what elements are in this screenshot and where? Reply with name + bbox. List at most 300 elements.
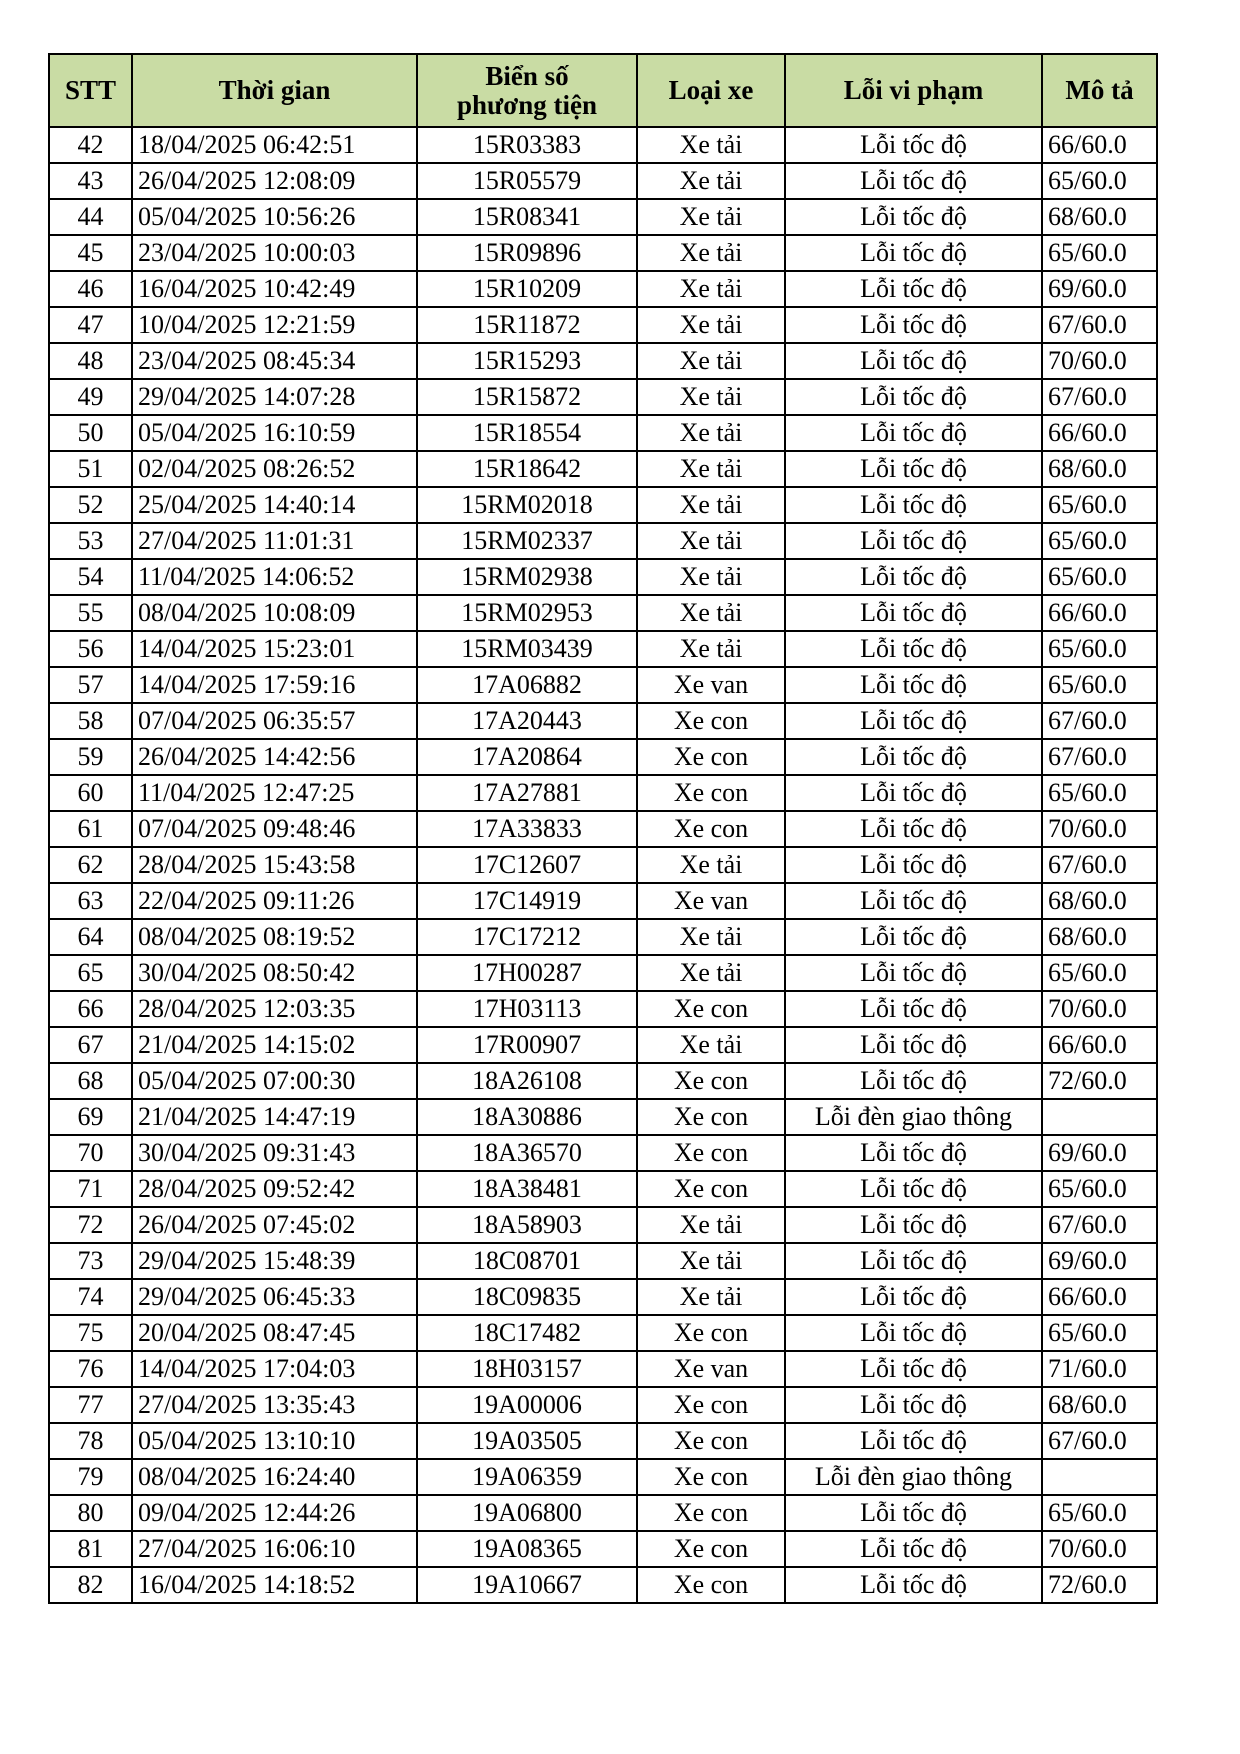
cell-description: 72/60.0: [1042, 1567, 1157, 1603]
cell-stt: 46: [49, 271, 132, 307]
cell-vehicle-type: Xe tải: [637, 235, 785, 271]
cell-plate: 18A38481: [417, 1171, 637, 1207]
table-row: [49, 1207, 1157, 1243]
cell-plate: 15RM02018: [417, 487, 637, 523]
table-row: [49, 487, 1157, 523]
cell-description: 68/60.0: [1042, 199, 1157, 235]
cell-time: 28/04/2025 15:43:58: [132, 847, 417, 883]
header-plate-line2: phương tiện: [457, 89, 597, 120]
cell-description: 65/60.0: [1042, 631, 1157, 667]
cell-plate: 15RM03439: [417, 631, 637, 667]
cell-vehicle-type: Xe tải: [637, 307, 785, 343]
cell-stt: 51: [49, 451, 132, 487]
cell-time: 23/04/2025 10:00:03: [132, 235, 417, 271]
cell-violation: Lỗi tốc độ: [785, 235, 1042, 271]
cell-time: 05/04/2025 16:10:59: [132, 415, 417, 451]
cell-description: 67/60.0: [1042, 847, 1157, 883]
cell-description: 66/60.0: [1042, 595, 1157, 631]
cell-vehicle-type: Xe tải: [637, 127, 785, 163]
cell-stt: 66: [49, 991, 132, 1027]
cell-plate: 17C12607: [417, 847, 637, 883]
cell-plate: 17A20443: [417, 703, 637, 739]
cell-violation: Lỗi tốc độ: [785, 343, 1042, 379]
cell-description: 68/60.0: [1042, 451, 1157, 487]
cell-description: 65/60.0: [1042, 559, 1157, 595]
cell-time: 14/04/2025 15:23:01: [132, 631, 417, 667]
cell-vehicle-type: Xe con: [637, 1171, 785, 1207]
cell-description: 65/60.0: [1042, 487, 1157, 523]
cell-plate: 18A58903: [417, 1207, 637, 1243]
cell-stt: 60: [49, 775, 132, 811]
table-row: [49, 919, 1157, 955]
cell-vehicle-type: Xe tải: [637, 163, 785, 199]
cell-vehicle-type: Xe tải: [637, 415, 785, 451]
cell-description: 68/60.0: [1042, 1387, 1157, 1423]
cell-stt: 50: [49, 415, 132, 451]
cell-stt: 44: [49, 199, 132, 235]
cell-violation: Lỗi tốc độ: [785, 739, 1042, 775]
table-row: [49, 199, 1157, 235]
cell-stt: 45: [49, 235, 132, 271]
cell-vehicle-type: Xe van: [637, 1351, 785, 1387]
cell-plate: 15R08341: [417, 199, 637, 235]
cell-violation: Lỗi tốc độ: [785, 1243, 1042, 1279]
cell-time: 09/04/2025 12:44:26: [132, 1495, 417, 1531]
table-row: [49, 811, 1157, 847]
cell-plate: 15R10209: [417, 271, 637, 307]
cell-time: 28/04/2025 09:52:42: [132, 1171, 417, 1207]
table-row: [49, 1387, 1157, 1423]
cell-time: 27/04/2025 16:06:10: [132, 1531, 417, 1567]
cell-stt: 43: [49, 163, 132, 199]
cell-time: 11/04/2025 14:06:52: [132, 559, 417, 595]
cell-time: 21/04/2025 14:15:02: [132, 1027, 417, 1063]
cell-description: 65/60.0: [1042, 667, 1157, 703]
cell-time: 05/04/2025 13:10:10: [132, 1423, 417, 1459]
cell-vehicle-type: Xe con: [637, 1135, 785, 1171]
cell-time: 08/04/2025 10:08:09: [132, 595, 417, 631]
table-row: [49, 1027, 1157, 1063]
header-plate-line1: Biển số: [485, 60, 569, 91]
table-row: [49, 703, 1157, 739]
cell-description: 70/60.0: [1042, 811, 1157, 847]
cell-stt: 54: [49, 559, 132, 595]
cell-vehicle-type: Xe tải: [637, 955, 785, 991]
cell-violation: Lỗi tốc độ: [785, 1135, 1042, 1171]
cell-time: 26/04/2025 07:45:02: [132, 1207, 417, 1243]
table-row: [49, 163, 1157, 199]
cell-vehicle-type: Xe tải: [637, 451, 785, 487]
cell-plate: 17A20864: [417, 739, 637, 775]
cell-violation: Lỗi tốc độ: [785, 1531, 1042, 1567]
cell-description: 70/60.0: [1042, 343, 1157, 379]
cell-vehicle-type: Xe tải: [637, 487, 785, 523]
cell-stt: 72: [49, 1207, 132, 1243]
header-description: Mô tả: [1042, 54, 1157, 127]
cell-description: 66/60.0: [1042, 1279, 1157, 1315]
cell-violation: Lỗi tốc độ: [785, 523, 1042, 559]
cell-violation: Lỗi tốc độ: [785, 1351, 1042, 1387]
cell-violation: Lỗi tốc độ: [785, 199, 1042, 235]
table-row: [49, 1531, 1157, 1567]
cell-vehicle-type: Xe con: [637, 1387, 785, 1423]
cell-plate: 15R09896: [417, 235, 637, 271]
cell-vehicle-type: Xe con: [637, 1423, 785, 1459]
cell-violation: Lỗi tốc độ: [785, 955, 1042, 991]
cell-time: 05/04/2025 07:00:30: [132, 1063, 417, 1099]
cell-plate: 17H00287: [417, 955, 637, 991]
table-row: [49, 559, 1157, 595]
cell-vehicle-type: Xe con: [637, 1495, 785, 1531]
table-row: [49, 451, 1157, 487]
cell-stt: 73: [49, 1243, 132, 1279]
cell-vehicle-type: Xe con: [637, 775, 785, 811]
table-row: [49, 127, 1157, 163]
cell-time: 14/04/2025 17:59:16: [132, 667, 417, 703]
cell-stt: 55: [49, 595, 132, 631]
cell-vehicle-type: Xe tải: [637, 631, 785, 667]
cell-vehicle-type: Xe tải: [637, 595, 785, 631]
violations-table: [48, 53, 1158, 1604]
cell-time: 26/04/2025 14:42:56: [132, 739, 417, 775]
cell-stt: 64: [49, 919, 132, 955]
cell-violation: Lỗi tốc độ: [785, 271, 1042, 307]
cell-stt: 57: [49, 667, 132, 703]
cell-time: 08/04/2025 16:24:40: [132, 1459, 417, 1495]
cell-time: 08/04/2025 08:19:52: [132, 919, 417, 955]
cell-vehicle-type: Xe tải: [637, 1243, 785, 1279]
cell-plate: 19A06359: [417, 1459, 637, 1495]
cell-vehicle-type: Xe con: [637, 1459, 785, 1495]
table-row: [49, 523, 1157, 559]
cell-description: 67/60.0: [1042, 307, 1157, 343]
cell-time: 02/04/2025 08:26:52: [132, 451, 417, 487]
cell-plate: 19A08365: [417, 1531, 637, 1567]
cell-vehicle-type: Xe van: [637, 667, 785, 703]
cell-time: 29/04/2025 14:07:28: [132, 379, 417, 415]
table-row: [49, 991, 1157, 1027]
cell-stt: 52: [49, 487, 132, 523]
cell-plate: 18C09835: [417, 1279, 637, 1315]
cell-description: 70/60.0: [1042, 1531, 1157, 1567]
cell-violation: Lỗi đèn giao thông: [785, 1459, 1042, 1495]
cell-description: 71/60.0: [1042, 1351, 1157, 1387]
cell-plate: 18A36570: [417, 1135, 637, 1171]
cell-plate: 19A00006: [417, 1387, 637, 1423]
cell-description: 65/60.0: [1042, 1315, 1157, 1351]
cell-description: 65/60.0: [1042, 523, 1157, 559]
cell-time: 20/04/2025 08:47:45: [132, 1315, 417, 1351]
cell-description: 68/60.0: [1042, 919, 1157, 955]
cell-vehicle-type: Xe con: [637, 739, 785, 775]
cell-plate: 18H03157: [417, 1351, 637, 1387]
cell-plate: 15RM02953: [417, 595, 637, 631]
cell-description: [1042, 1459, 1157, 1495]
cell-time: 28/04/2025 12:03:35: [132, 991, 417, 1027]
cell-vehicle-type: Xe tải: [637, 1027, 785, 1063]
table-row: [49, 667, 1157, 703]
cell-stt: 69: [49, 1099, 132, 1135]
cell-violation: Lỗi tốc độ: [785, 811, 1042, 847]
header-time: Thời gian: [132, 54, 417, 127]
table-row: [49, 379, 1157, 415]
cell-plate: 18C08701: [417, 1243, 637, 1279]
cell-violation: Lỗi tốc độ: [785, 307, 1042, 343]
cell-vehicle-type: Xe con: [637, 1315, 785, 1351]
table-row: [49, 307, 1157, 343]
table-row: [49, 739, 1157, 775]
table-row: [49, 1459, 1157, 1495]
table-row: [49, 1423, 1157, 1459]
cell-violation: Lỗi tốc độ: [785, 451, 1042, 487]
cell-vehicle-type: Xe con: [637, 1531, 785, 1567]
cell-time: 30/04/2025 08:50:42: [132, 955, 417, 991]
cell-time: 27/04/2025 13:35:43: [132, 1387, 417, 1423]
cell-description: 68/60.0: [1042, 883, 1157, 919]
cell-violation: Lỗi tốc độ: [785, 631, 1042, 667]
cell-stt: 58: [49, 703, 132, 739]
cell-vehicle-type: Xe tải: [637, 343, 785, 379]
table-row: [49, 775, 1157, 811]
cell-plate: 15R18554: [417, 415, 637, 451]
cell-time: 29/04/2025 15:48:39: [132, 1243, 417, 1279]
cell-vehicle-type: Xe con: [637, 703, 785, 739]
header-vehicle-type: Loại xe: [637, 54, 785, 127]
cell-stt: 68: [49, 1063, 132, 1099]
cell-stt: 48: [49, 343, 132, 379]
table-row: [49, 1099, 1157, 1135]
cell-time: 18/04/2025 06:42:51: [132, 127, 417, 163]
table-row: [49, 1495, 1157, 1531]
cell-description: 69/60.0: [1042, 271, 1157, 307]
cell-plate: 15R11872: [417, 307, 637, 343]
table-row: [49, 1279, 1157, 1315]
table-row: [49, 1063, 1157, 1099]
cell-time: 27/04/2025 11:01:31: [132, 523, 417, 559]
cell-violation: Lỗi tốc độ: [785, 667, 1042, 703]
cell-description: 67/60.0: [1042, 703, 1157, 739]
cell-violation: Lỗi tốc độ: [785, 991, 1042, 1027]
cell-violation: Lỗi tốc độ: [785, 1567, 1042, 1603]
table-body: [49, 127, 1157, 1603]
cell-stt: 77: [49, 1387, 132, 1423]
cell-stt: 67: [49, 1027, 132, 1063]
cell-description: [1042, 1099, 1157, 1135]
cell-description: 69/60.0: [1042, 1135, 1157, 1171]
cell-violation: Lỗi tốc độ: [785, 1027, 1042, 1063]
cell-description: 65/60.0: [1042, 235, 1157, 271]
cell-plate: 15RM02337: [417, 523, 637, 559]
cell-plate: 15R15293: [417, 343, 637, 379]
cell-plate: 17H03113: [417, 991, 637, 1027]
cell-description: 72/60.0: [1042, 1063, 1157, 1099]
table-row: [49, 955, 1157, 991]
cell-stt: 49: [49, 379, 132, 415]
cell-time: 21/04/2025 14:47:19: [132, 1099, 417, 1135]
cell-violation: Lỗi đèn giao thông: [785, 1099, 1042, 1135]
cell-vehicle-type: Xe tải: [637, 1207, 785, 1243]
cell-plate: 19A03505: [417, 1423, 637, 1459]
violations-sheet: [48, 53, 1158, 1604]
cell-stt: 82: [49, 1567, 132, 1603]
cell-stt: 71: [49, 1171, 132, 1207]
cell-violation: Lỗi tốc độ: [785, 1387, 1042, 1423]
cell-plate: 17C14919: [417, 883, 637, 919]
cell-stt: 63: [49, 883, 132, 919]
cell-time: 07/04/2025 09:48:46: [132, 811, 417, 847]
cell-plate: 15R03383: [417, 127, 637, 163]
cell-violation: Lỗi tốc độ: [785, 163, 1042, 199]
table-row: [49, 343, 1157, 379]
cell-plate: 17A33833: [417, 811, 637, 847]
cell-stt: 53: [49, 523, 132, 559]
cell-plate: 17C17212: [417, 919, 637, 955]
cell-stt: 78: [49, 1423, 132, 1459]
cell-time: 11/04/2025 12:47:25: [132, 775, 417, 811]
cell-violation: Lỗi tốc độ: [785, 1495, 1042, 1531]
cell-time: 30/04/2025 09:31:43: [132, 1135, 417, 1171]
cell-description: 65/60.0: [1042, 1171, 1157, 1207]
cell-vehicle-type: Xe tải: [637, 379, 785, 415]
header-plate: [417, 54, 637, 127]
cell-stt: 74: [49, 1279, 132, 1315]
header-violation: Lỗi vi phạm: [785, 54, 1042, 127]
cell-stt: 59: [49, 739, 132, 775]
cell-vehicle-type: Xe tải: [637, 919, 785, 955]
cell-vehicle-type: Xe tải: [637, 559, 785, 595]
cell-description: 67/60.0: [1042, 1207, 1157, 1243]
table-row: [49, 631, 1157, 667]
cell-vehicle-type: Xe van: [637, 883, 785, 919]
table-row: [49, 1243, 1157, 1279]
cell-violation: Lỗi tốc độ: [785, 847, 1042, 883]
cell-violation: Lỗi tốc độ: [785, 487, 1042, 523]
cell-violation: Lỗi tốc độ: [785, 559, 1042, 595]
cell-stt: 76: [49, 1351, 132, 1387]
cell-violation: Lỗi tốc độ: [785, 127, 1042, 163]
cell-time: 16/04/2025 10:42:49: [132, 271, 417, 307]
cell-description: 66/60.0: [1042, 127, 1157, 163]
cell-violation: Lỗi tốc độ: [785, 1171, 1042, 1207]
cell-description: 67/60.0: [1042, 1423, 1157, 1459]
cell-time: 05/04/2025 10:56:26: [132, 199, 417, 235]
cell-stt: 79: [49, 1459, 132, 1495]
cell-vehicle-type: Xe con: [637, 1099, 785, 1135]
cell-time: 22/04/2025 09:11:26: [132, 883, 417, 919]
cell-vehicle-type: Xe tải: [637, 1279, 785, 1315]
table-row: [49, 1135, 1157, 1171]
cell-violation: Lỗi tốc độ: [785, 919, 1042, 955]
cell-time: 29/04/2025 06:45:33: [132, 1279, 417, 1315]
cell-description: 65/60.0: [1042, 955, 1157, 991]
header-stt: STT: [49, 54, 132, 127]
cell-time: 16/04/2025 14:18:52: [132, 1567, 417, 1603]
table-row: [49, 1171, 1157, 1207]
cell-stt: 56: [49, 631, 132, 667]
cell-violation: Lỗi tốc độ: [785, 1423, 1042, 1459]
cell-plate: 19A10667: [417, 1567, 637, 1603]
cell-violation: Lỗi tốc độ: [785, 379, 1042, 415]
cell-plate: 18A30886: [417, 1099, 637, 1135]
cell-vehicle-type: Xe con: [637, 991, 785, 1027]
cell-plate: 15R15872: [417, 379, 637, 415]
cell-vehicle-type: Xe tải: [637, 199, 785, 235]
cell-stt: 75: [49, 1315, 132, 1351]
cell-violation: Lỗi tốc độ: [785, 703, 1042, 739]
cell-stt: 62: [49, 847, 132, 883]
cell-description: 67/60.0: [1042, 379, 1157, 415]
cell-violation: Lỗi tốc độ: [785, 1279, 1042, 1315]
cell-stt: 70: [49, 1135, 132, 1171]
table-row: [49, 883, 1157, 919]
cell-violation: Lỗi tốc độ: [785, 1207, 1042, 1243]
cell-plate: 17R00907: [417, 1027, 637, 1063]
cell-stt: 80: [49, 1495, 132, 1531]
cell-plate: 18A26108: [417, 1063, 637, 1099]
cell-description: 65/60.0: [1042, 775, 1157, 811]
cell-plate: 18C17482: [417, 1315, 637, 1351]
table-header: [49, 54, 1157, 127]
cell-vehicle-type: Xe con: [637, 1063, 785, 1099]
cell-vehicle-type: Xe con: [637, 1567, 785, 1603]
table-row: [49, 847, 1157, 883]
cell-plate: 15RM02938: [417, 559, 637, 595]
cell-violation: Lỗi tốc độ: [785, 595, 1042, 631]
cell-time: 23/04/2025 08:45:34: [132, 343, 417, 379]
cell-stt: 65: [49, 955, 132, 991]
table-row: [49, 271, 1157, 307]
table-row: [49, 235, 1157, 271]
cell-violation: Lỗi tốc độ: [785, 415, 1042, 451]
table-row: [49, 415, 1157, 451]
table-row: [49, 1351, 1157, 1387]
cell-plate: 15R05579: [417, 163, 637, 199]
cell-violation: Lỗi tốc độ: [785, 1315, 1042, 1351]
cell-time: 07/04/2025 06:35:57: [132, 703, 417, 739]
cell-stt: 42: [49, 127, 132, 163]
cell-violation: Lỗi tốc độ: [785, 775, 1042, 811]
cell-description: 66/60.0: [1042, 1027, 1157, 1063]
cell-description: 70/60.0: [1042, 991, 1157, 1027]
cell-vehicle-type: Xe tải: [637, 271, 785, 307]
cell-plate: 17A27881: [417, 775, 637, 811]
cell-stt: 61: [49, 811, 132, 847]
cell-description: 65/60.0: [1042, 163, 1157, 199]
cell-plate: 17A06882: [417, 667, 637, 703]
cell-stt: 81: [49, 1531, 132, 1567]
cell-violation: Lỗi tốc độ: [785, 1063, 1042, 1099]
cell-description: 69/60.0: [1042, 1243, 1157, 1279]
cell-description: 66/60.0: [1042, 415, 1157, 451]
cell-vehicle-type: Xe tải: [637, 847, 785, 883]
cell-stt: 47: [49, 307, 132, 343]
table-row: [49, 595, 1157, 631]
cell-violation: Lỗi tốc độ: [785, 883, 1042, 919]
cell-description: 65/60.0: [1042, 1495, 1157, 1531]
table-row: [49, 1567, 1157, 1603]
cell-plate: 19A06800: [417, 1495, 637, 1531]
cell-time: 26/04/2025 12:08:09: [132, 163, 417, 199]
cell-plate: 15R18642: [417, 451, 637, 487]
cell-time: 25/04/2025 14:40:14: [132, 487, 417, 523]
cell-description: 67/60.0: [1042, 739, 1157, 775]
cell-vehicle-type: Xe con: [637, 811, 785, 847]
cell-time: 14/04/2025 17:04:03: [132, 1351, 417, 1387]
table-row: [49, 1315, 1157, 1351]
header-row: [49, 54, 1157, 127]
cell-vehicle-type: Xe tải: [637, 523, 785, 559]
cell-time: 10/04/2025 12:21:59: [132, 307, 417, 343]
